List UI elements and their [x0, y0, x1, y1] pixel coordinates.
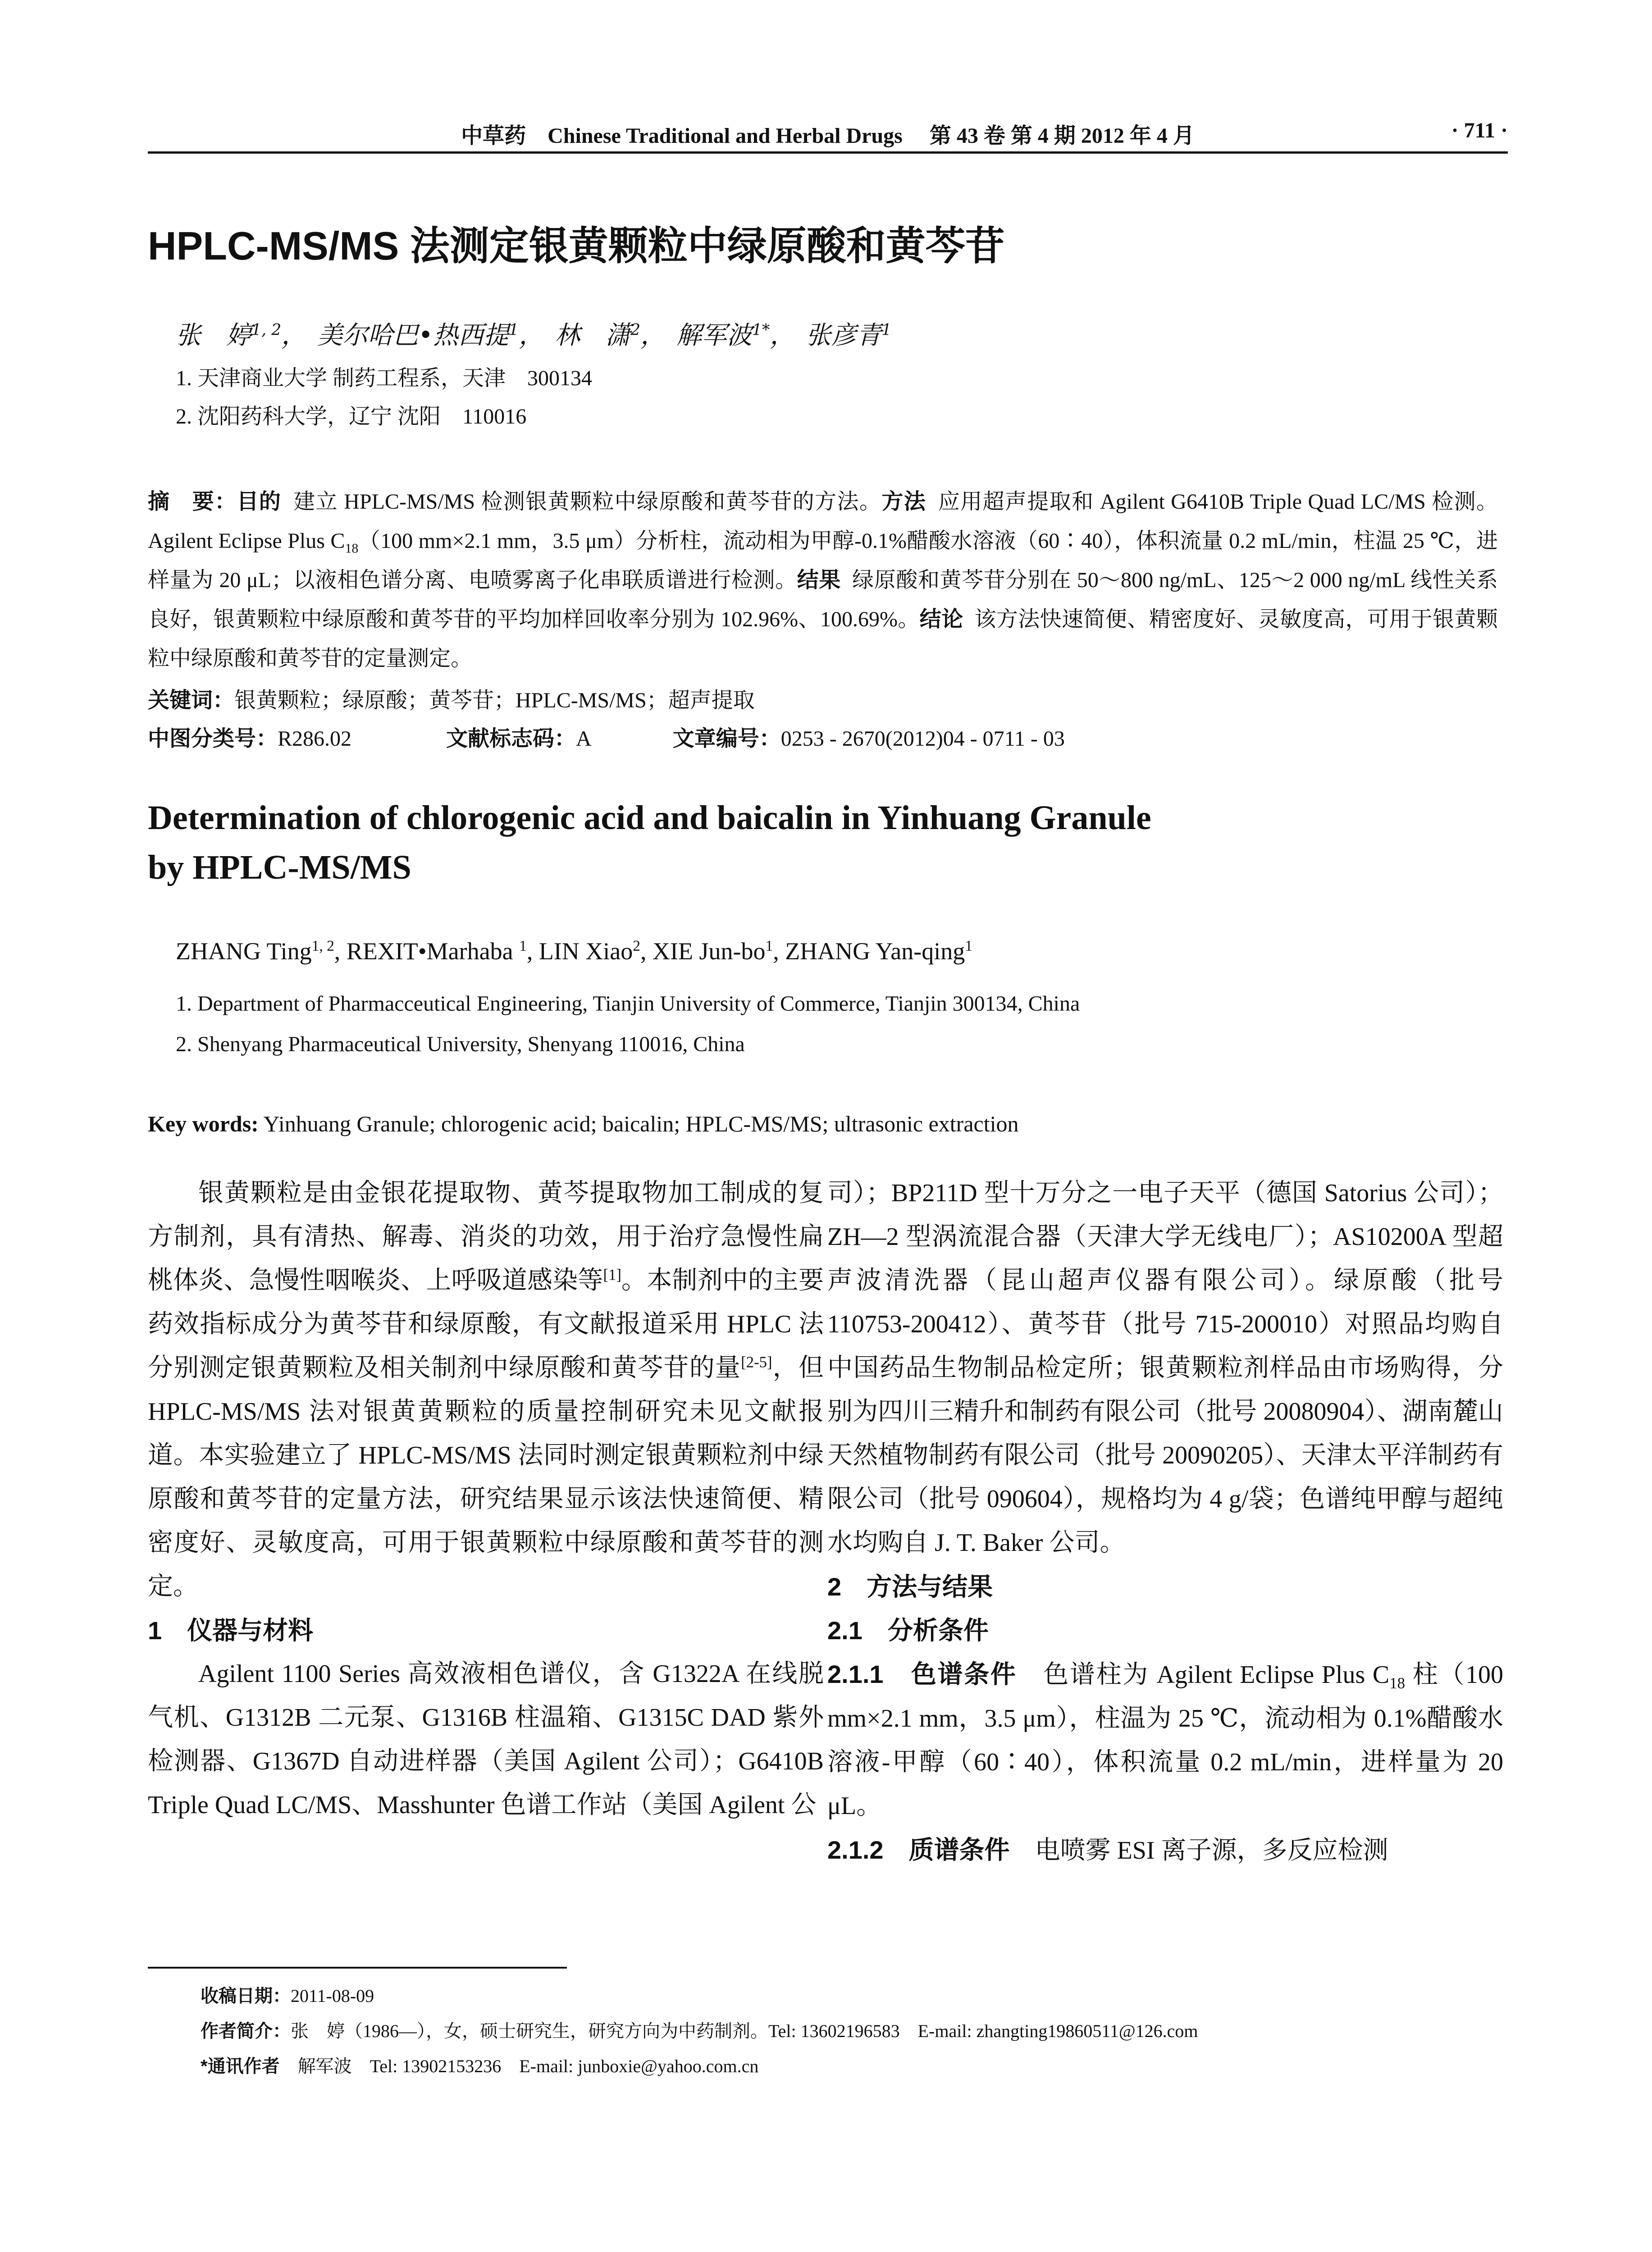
author-cn: 张彦青$^1$ [806, 321, 892, 350]
author-en: LIN Xiao$^2$, [538, 938, 653, 965]
footnote-rule [148, 1967, 567, 1969]
clc-code: R286.02 [278, 727, 352, 751]
conclusion-text: 该方法快速简便、精密度好、灵敏度高，可用于银黄颗粒中绿原酸和黄芩苷的定量测定。 [148, 607, 1498, 670]
classification-line [148, 721, 1065, 752]
citation-ref[interactable]: [2-5] [741, 1353, 772, 1371]
affiliation-en-2: 2. Shenyang Pharmaceutical University, Shenyang 110016, China [176, 1032, 745, 1056]
author-cn: 林 潇$^2$， [555, 321, 666, 350]
keywords-en [148, 1111, 1019, 1137]
result-text: 绿原酸和黄芩苷分别在 50～800 ng/mL、125～2 000 ng/mL 线性关系良好，银黄颗粒中绿原酸和黄芩苷的平均加样回收率分别为 102.96%、100.69%。 [148, 568, 1498, 631]
section-heading-2: 2 方法与结果 [827, 1573, 993, 1601]
author-cn: 美尔哈巴•热西提$^1$， [317, 321, 544, 350]
section-1-continued: 司）；BP211D 型十万分之一电子天平（德国 Satorius 公司）；ZH—2 型涡流混合器（天津大学无线电厂）；AS10200A 型超声波清洗器（昆山超声仪器有限公司）。绿原酸（批号 110753-200412）、黄芩苷（批号 715-200010）对照品均购自中国药品生物制品检定所；银黄颗粒剂样品由市场购得，分别为四川三精升和制药有限公司（批号 20080904）、湖南麓山天然植物制药有限公司（批号 20090205）、天津太平洋制药有限公司（批号 090604），规格均为 4 g/袋；色谱纯甲醇与超纯水均购自 J. T. Baker 公司。 [827, 1179, 1503, 1557]
affiliation-cn-2: 2. 沈阳药科大学，辽宁 沈阳 110016 [176, 405, 527, 429]
section-1-paragraph: Agilent 1100 Series 高效液相色谱仪，含 G1322A 在线脱气机、G1312B 二元泵、G1316B 柱温箱、G1315C DAD 紫外检测器、G1367D 自动进样器（美国 Agilent 公司）；G6410B Triple Quad LC/MS、Masshunter 色谱工作站（美国 Agilent 公 [148, 1660, 824, 1819]
section-heading-1: 1 仪器与材料 [148, 1616, 314, 1645]
footnote-corresponding: *通讯作者 解军波 Tel: 13902153236 E-mail: junboxie@yahoo.com.cn [201, 2056, 759, 2076]
article-number: 0253 - 2670(2012)04 - 0711 - 03 [780, 727, 1065, 751]
keywords-en-text: Yinhuang Granule; chlorogenic acid; baicalin; HPLC-MS/MS; ultrasonic extraction [263, 1111, 1019, 1136]
abstract-label: 摘 要： [148, 490, 237, 514]
footnote-received: 收稿日期：2011-08-09 [201, 1986, 374, 2006]
issue-info: 第 43 卷 第 4 期 2012 年 4 月 [929, 124, 1195, 148]
affiliation-cn-1: 1. 天津商业大学 制药工程系，天津 300134 [176, 366, 593, 390]
section-2-1-1: 2.1.1 色谱条件 色谱柱为 Agilent Eclipse Plus $C_{18}$ 柱（100 mm×2.1 mm，3.5 μm），柱温为 25 ℃，流动相为 0.1%醋酸水溶液-甲醇（60∶40），体积流量 0.2 mL/min，进样量为 20 μL。 [827, 1660, 1503, 1820]
journal-name-cn: 中草药 [461, 124, 526, 148]
keywords-cn-label: 关键词： [148, 688, 235, 712]
journal-name-en: Chinese Traditional and Herbal Drugs [548, 124, 903, 148]
intro-paragraph: 银黄颗粒是由金银花提取物、黄芩提取物加工制成的复方制剂，具有清热、解毒、消炎的功效，用于治疗急慢性扁桃体炎、急慢性咽喉炎、上呼吸道感染等[1]。本制剂中的主要药效指标成分为黄芩苷和绿原酸，有文献报道采用 HPLC 法分别测定银黄颗粒及相关制剂中绿原酸和黄芩苷的量[2-5]，但 HPLC-MS/MS 法对银黄黄颗粒的质量控制研究未见文献报道。本实验建立了 HPLC-MS/MS 法同时测定银黄颗粒剂中绿原酸和黄芩苷的定量方法，研究结果显示该法快速简便、精密度好、灵敏度高，可用于银黄颗粒中绿原酸和黄芩苷的测定。 [148, 1179, 824, 1600]
section-heading-2-1: 2.1 分析条件 [827, 1616, 989, 1645]
body-column-left [148, 1172, 824, 1827]
author-cn: 张 婷$^{1, 2}$， [176, 321, 307, 350]
author-en: REXIT•Marhaba $^1$, [346, 938, 539, 965]
result-label: 结果 [797, 568, 841, 592]
body-column-right [827, 1172, 1503, 1873]
affiliation-en-1: 1. Department of Pharmacceutical Engineering, Tianjin University of Commerce, Tianjin 300134, China [176, 992, 1080, 1016]
author-en: ZHANG Yan-qing$^1$ [785, 938, 972, 965]
article-number-label: 文章编号： [672, 727, 781, 751]
author-cn: 解军波$^{1*}$， [676, 321, 795, 350]
running-header-left [148, 118, 1508, 149]
objective-label: 目的 [237, 490, 282, 514]
citation-ref[interactable]: [1] [603, 1266, 621, 1284]
section-2-1-2: 2.1.2 质谱条件 电喷雾 ESI 离子源，多反应检测 [827, 1836, 1388, 1865]
abstract-cn [148, 482, 1498, 678]
header-rule [148, 151, 1508, 154]
keywords-en-label: Key words: [148, 1111, 259, 1136]
keywords-cn [148, 683, 755, 714]
title-cn: HPLC-MS/MS 法测定银黄颗粒中绿原酸和黄芩苷 [148, 223, 1005, 268]
keywords-cn-text: 银黄颗粒；绿原酸；黄芩苷；HPLC-MS/MS；超声提取 [234, 688, 755, 712]
authors-en [176, 937, 972, 965]
authors-cn [176, 315, 894, 351]
objective-text: 建立 HPLC-MS/MS 检测银黄颗粒中绿原酸和黄芩苷的方法。 [293, 490, 882, 514]
doc-code-label: 文献标志码： [446, 727, 576, 751]
page-number: · 711 · [1451, 119, 1508, 142]
running-header [148, 118, 1508, 150]
title-en: Determination of chlorogenic acid and baicalin in Yinhuang Granule by HPLC-MS/MS [148, 799, 1151, 886]
footnote-author-bio: 作者简介：张 婷（1986—），女，硕士研究生，研究方向为中药制剂。Tel: 13602196583 E-mail: zhangting19860511@126.com [201, 2021, 1198, 2041]
clc-label: 中图分类号： [148, 727, 278, 751]
doc-code: A [576, 727, 592, 751]
author-en: XIE Jun-$bo^1$, [652, 938, 785, 965]
method-label: 方法 [881, 490, 926, 514]
method-text: 应用超声提取和 Agilent G6410B Triple Quad LC/MS 检测。Agilent Eclipse Plus $C_{18}(100$ mm×2.1 mm，3.5 μm）分析柱，流动相为甲醇-0.1%醋酸水溶液（60∶40），体积流量 0.2 mL/min，柱温 25 ℃，进样量为 20 μL；以液相色谱分离、电喷雾离子化串联质谱进行检测。 [148, 490, 1498, 592]
conclusion-label: 结论 [919, 607, 963, 631]
author-en: ZHANG Ting$^{1, 2}$, [176, 938, 347, 965]
